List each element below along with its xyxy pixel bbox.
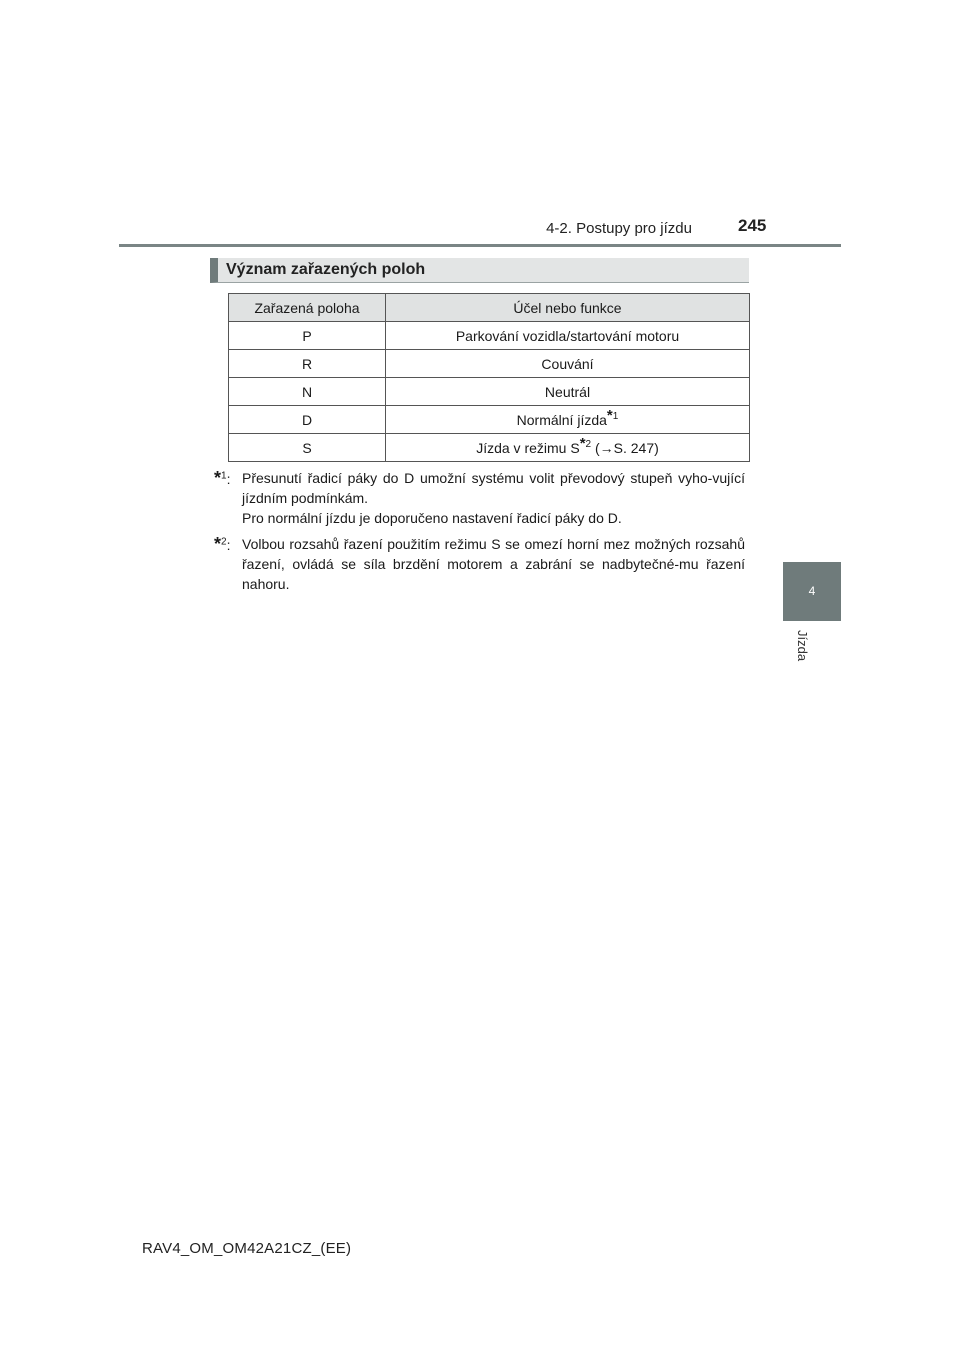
gear-function-cell: Parkování vozidla/startování motoru <box>386 322 750 350</box>
footnote-line: Volbou rozsahů řazení použitím režimu S se omezí horní mez možných rozsahů řazení, ovládá se síla brzdění motorem a zabrání se nadbytečné-mu řazení nahoru. <box>242 536 745 592</box>
gear-position-cell: S <box>229 434 386 462</box>
table-header-function: Účel nebo funkce <box>386 294 750 322</box>
chapter-tab <box>783 562 841 621</box>
chapter-number: 4 <box>808 584 816 598</box>
gear-position-cell: D <box>229 406 386 434</box>
footnote-reference: *2 <box>579 434 592 452</box>
footnote-line: Přesunutí řadicí páky do D umožní systému volit převodový stupeň vyho-vující jízdním podmínkám. <box>242 470 745 506</box>
footnote-star: * <box>214 468 222 488</box>
table-row <box>229 406 750 434</box>
footnote-number: 1 <box>221 470 227 482</box>
table-row <box>229 350 750 378</box>
table-header-row <box>229 294 750 322</box>
gear-function-text: Normální jízda <box>516 411 607 428</box>
footnote-line: Pro normální jízdu je doporučeno nastavení řadicí páky do D. <box>242 510 622 526</box>
section-heading-text: Význam zařazených poloh <box>226 261 426 278</box>
gear-function-cell: Couvání <box>386 350 750 378</box>
footnote-reference-number: 1 <box>612 410 619 422</box>
gear-function-cell: Neutrál <box>386 378 750 406</box>
gear-function-cell <box>386 406 750 434</box>
header-rule <box>119 244 841 247</box>
footnote-colon: : <box>226 537 231 553</box>
gear-position-cell: P <box>229 322 386 350</box>
footnote-reference-number: 2 <box>585 438 592 450</box>
page-number: 245 <box>738 216 767 235</box>
gear-position-cell: N <box>229 378 386 406</box>
footnote-2 <box>214 534 745 594</box>
table-row <box>229 378 750 406</box>
footnote-1 <box>214 468 745 528</box>
footnote-marker <box>214 534 244 555</box>
footnote-text <box>242 534 745 594</box>
footnote-marker <box>214 468 244 489</box>
page-reference: (→S. 247) <box>591 439 659 456</box>
footnote-number: 2 <box>221 536 227 548</box>
footnote-colon: : <box>226 471 231 487</box>
document-code: RAV4_OM_OM42A21CZ_(EE) <box>142 1240 352 1257</box>
footnote-star: * <box>214 534 222 554</box>
section-heading <box>210 258 749 283</box>
chapter-label: Jízda <box>795 630 810 662</box>
footnote-reference: *1 <box>606 406 619 424</box>
footnote-text <box>242 468 745 528</box>
table-header-position: Zařazená poloha <box>229 294 386 322</box>
table-row <box>229 322 750 350</box>
table-row <box>229 434 750 462</box>
gear-position-cell: R <box>229 350 386 378</box>
header-section-title: 4-2. Postupy pro jízdu <box>546 220 692 237</box>
gear-function-text: Jízda v režimu S <box>476 439 580 456</box>
gear-position-table <box>228 293 750 462</box>
gear-function-cell <box>386 434 750 462</box>
